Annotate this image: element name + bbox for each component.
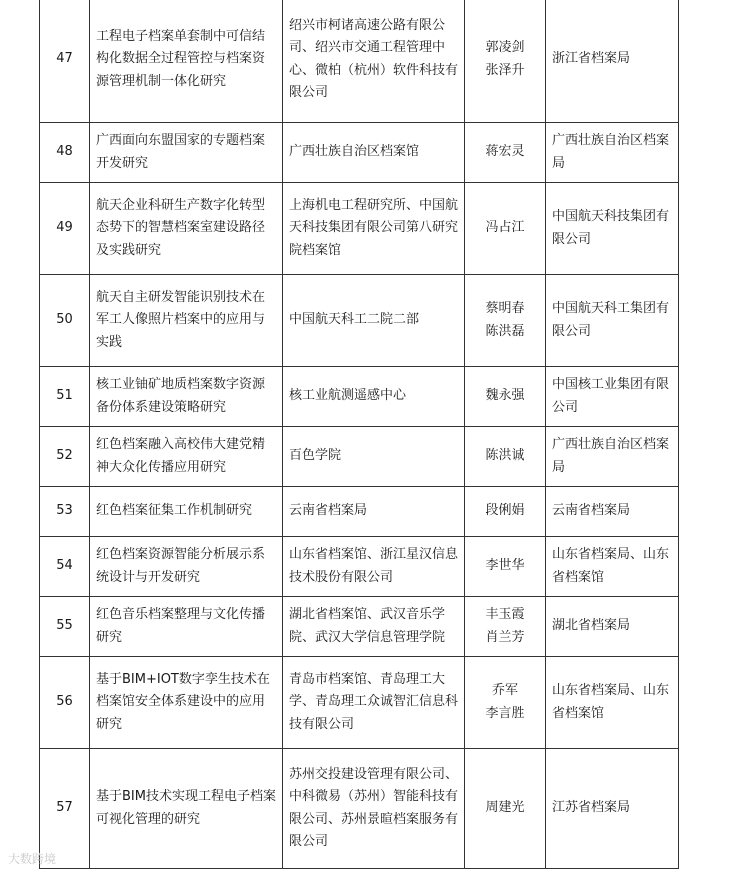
project-table	[39, 0, 679, 869]
project-title: 航天自主研发智能识别技术在军工人像照片档案中的应用与实践	[90, 275, 283, 367]
undertaking-unit: 苏州交投建设管理有限公司、中科微易（苏州）智能科技有限公司、苏州景暄档案服务有限公司	[283, 749, 465, 869]
table-row	[40, 487, 679, 537]
table-row	[40, 427, 679, 487]
project-title: 航天企业科研生产数字化转型态势下的智慧档案室建设路径及实践研究	[90, 183, 283, 275]
project-leader	[465, 657, 546, 749]
table-row	[40, 123, 679, 183]
project-leader-name: 陈洪诚	[485, 448, 525, 464]
project-leader	[465, 0, 546, 123]
row-number: 56	[40, 657, 90, 749]
undertaking-unit: 核工业航测遥感中心	[283, 367, 465, 427]
recommending-organization: 广西壮族自治区档案局	[546, 123, 679, 183]
row-number: 53	[40, 487, 90, 537]
project-leader-name: 蒋宏灵	[485, 144, 525, 160]
table-row	[40, 537, 679, 597]
recommending-organization: 云南省档案局	[546, 487, 679, 537]
project-leader-name: 丰玉霞 肖兰芳	[485, 607, 525, 645]
recommending-organization: 江苏省档案局	[546, 749, 679, 869]
table-row	[40, 367, 679, 427]
recommending-organization: 中国航天科技集团有限公司	[546, 183, 679, 275]
project-leader	[465, 427, 546, 487]
project-title: 红色档案征集工作机制研究	[90, 487, 283, 537]
project-leader	[465, 537, 546, 597]
recommending-organization: 广西壮族自治区档案局	[546, 427, 679, 487]
project-leader-name: 段俐娟	[485, 503, 525, 519]
project-title: 基于BIM+IOT数字孪生技术在档案馆安全体系建设中的应用研究	[90, 657, 283, 749]
table-row	[40, 183, 679, 275]
project-leader	[465, 749, 546, 869]
undertaking-unit: 山东省档案馆、浙江星汉信息技术股份有限公司	[283, 537, 465, 597]
project-leader-name: 魏永强	[485, 388, 525, 404]
project-title: 红色档案融入高校伟大建党精神大众化传播应用研究	[90, 427, 283, 487]
recommending-organization: 浙江省档案局	[546, 0, 679, 123]
recommending-organization: 中国核工业集团有限公司	[546, 367, 679, 427]
undertaking-unit: 青岛市档案馆、青岛理工大学、青岛理工众诚智汇信息科技有限公司	[283, 657, 465, 749]
row-number: 48	[40, 123, 90, 183]
project-leader	[465, 597, 546, 657]
row-number: 47	[40, 0, 90, 123]
table-row	[40, 597, 679, 657]
project-leader	[465, 123, 546, 183]
row-number: 54	[40, 537, 90, 597]
undertaking-unit: 绍兴市柯诸高速公路有限公司、绍兴市交通工程管理中心、微柏（杭州）软件科技有限公司	[283, 0, 465, 123]
table-row	[40, 0, 679, 123]
undertaking-unit: 广西壮族自治区档案馆	[283, 123, 465, 183]
recommending-organization: 山东省档案局、山东省档案馆	[546, 537, 679, 597]
watermark-text: 大数跨境	[8, 852, 57, 866]
project-leader-name: 郭凌剑 张泽升	[485, 40, 525, 78]
project-title: 工程电子档案单套制中可信结构化数据全过程管控与档案资源管理机制一体化研究	[90, 0, 283, 123]
project-leader	[465, 487, 546, 537]
project-title: 红色音乐档案整理与文化传播研究	[90, 597, 283, 657]
project-title: 红色档案资源智能分析展示系统设计与开发研究	[90, 537, 283, 597]
watermark	[8, 850, 56, 867]
project-leader-name: 周建光	[485, 800, 525, 816]
project-leader-name: 乔军 李言胜	[485, 683, 525, 721]
row-number: 57	[40, 749, 90, 869]
project-title: 广西面向东盟国家的专题档案开发研究	[90, 123, 283, 183]
table-row	[40, 657, 679, 749]
recommending-organization: 中国航天科工集团有限公司	[546, 275, 679, 367]
table-row	[40, 749, 679, 869]
undertaking-unit: 上海机电工程研究所、中国航天科技集团有限公司第八研究院档案馆	[283, 183, 465, 275]
project-title: 基于BIM技术实现工程电子档案可视化管理的研究	[90, 749, 283, 869]
project-leader-name: 蔡明春 陈洪磊	[485, 301, 525, 339]
project-leader	[465, 183, 546, 275]
recommending-organization: 湖北省档案局	[546, 597, 679, 657]
project-leader	[465, 367, 546, 427]
project-leader	[465, 275, 546, 367]
undertaking-unit: 云南省档案局	[283, 487, 465, 537]
project-leader-name: 李世华	[485, 558, 525, 574]
undertaking-unit: 湖北省档案馆、武汉音乐学院、武汉大学信息管理学院	[283, 597, 465, 657]
project-title: 核工业铀矿地质档案数字资源备份体系建设策略研究	[90, 367, 283, 427]
table-row	[40, 275, 679, 367]
undertaking-unit: 百色学院	[283, 427, 465, 487]
undertaking-unit: 中国航天科工二院二部	[283, 275, 465, 367]
row-number: 49	[40, 183, 90, 275]
row-number: 51	[40, 367, 90, 427]
recommending-organization: 山东省档案局、山东省档案馆	[546, 657, 679, 749]
project-leader-name: 冯占江	[485, 220, 525, 236]
row-number: 55	[40, 597, 90, 657]
row-number: 50	[40, 275, 90, 367]
row-number: 52	[40, 427, 90, 487]
